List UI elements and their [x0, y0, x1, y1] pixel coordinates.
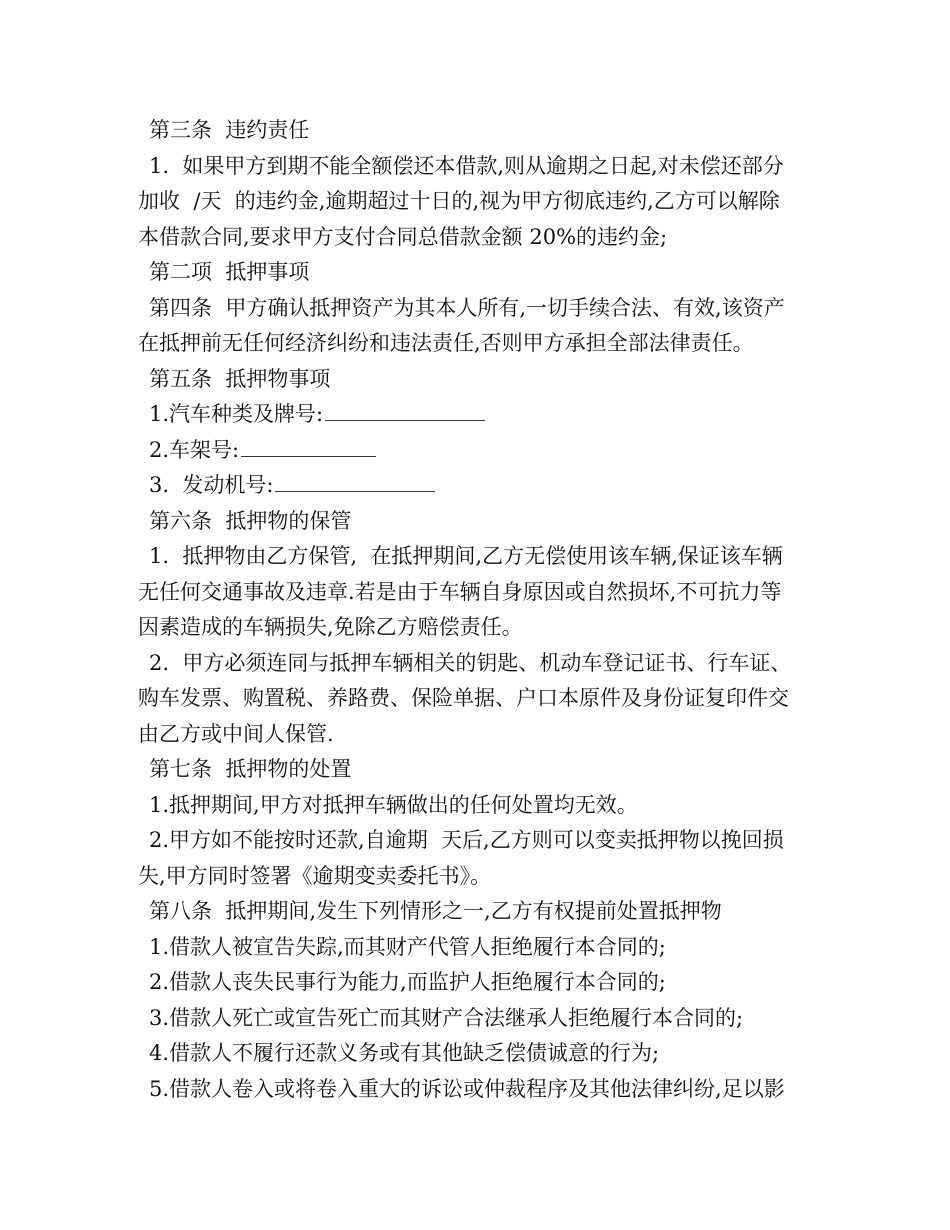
paragraph-line: 加收 /天 的违约金,逾期超过十日的,视为甲方彻底违约,乙方可以解除 [138, 189, 780, 213]
paragraph-line: 在抵押前无任何经济纠纷和违法责任,否则甲方承担全部法律责任。 [138, 331, 754, 355]
section-heading-item-2: 第二项 抵押事项 [149, 260, 310, 284]
paragraph-line: 购车发票、购置税、养路费、保险单据、户口本原件及身份证复印件交 [138, 686, 789, 710]
list-item: 3.借款人死亡或宣告死亡而其财产合法继承人拒绝履行本合同的; [149, 1005, 744, 1030]
fill-in-blank-line [241, 440, 376, 457]
section-heading-article-7: 第七条 抵押物的处置 [149, 757, 352, 781]
paragraph-line: 由乙方或中间人保管. [138, 721, 334, 746]
paragraph-line: 2.甲方如不能按时还款,自逾期 天后,乙方则可以变卖抵押物以挽回损 [149, 828, 784, 852]
field-frame-number [138, 433, 818, 469]
list-item: 4.借款人不履行还款义务或有其他缺乏偿债诚意的行为; [149, 1041, 660, 1065]
paragraph-line: 第四条 甲方确认抵押资产为其本人所有,一切手续合法、有效,该资产 [149, 295, 785, 320]
contract-page [138, 113, 818, 1107]
paragraph-line: 无任何交通事故及违章.若是由于车辆自身原因或自然损坏,不可抗力等 [138, 579, 782, 604]
paragraph-line: 1. 抵押物由乙方保管, 在抵押期间,乙方无偿使用该车辆,保证该车辆 [149, 544, 783, 568]
list-item: 1.借款人被宣告失踪,而其财产代管人拒绝履行本合同的; [149, 934, 666, 959]
field-engine-number [138, 468, 818, 504]
fill-in-blank-line [275, 475, 435, 492]
list-item: 2.借款人丧失民事行为能力,而监护人拒绝履行本合同的; [149, 970, 666, 994]
paragraph-line: 本借款合同,要求甲方支付合同总借款金额 20%的违约金; [138, 224, 668, 249]
field-label: 3. 发动机号: [149, 473, 274, 497]
paragraph-line: 因素造成的车辆损失,免除乙方赔偿责任。 [138, 615, 523, 639]
paragraph-line: 1. 如果甲方到期不能全额偿还本借款,则从逾期之日起,对未偿还部分 [149, 153, 784, 178]
section-heading-article-6: 第六条 抵押物的保管 [149, 508, 352, 533]
list-item: 5.借款人卷入或将卷入重大的诉讼或仲裁程序及其他法律纠纷,足以影 [149, 1076, 785, 1101]
paragraph-line: 失,甲方同时签署《逾期变卖委托书》。 [138, 863, 492, 888]
section-heading-article-3: 第三条 违约责任 [149, 118, 310, 142]
paragraph-line: 2. 甲方必须连同与抵押车辆相关的钥匙、机动车登记证书、行车证、 [149, 650, 792, 675]
field-vehicle-type-plate [138, 397, 818, 433]
field-label: 2.车架号: [149, 437, 240, 462]
paragraph-line: 1.抵押期间,甲方对抵押车辆做出的任何处置均无效。 [149, 792, 638, 817]
section-heading-article-8: 第八条 抵押期间,发生下列情形之一,乙方有权提前处置抵押物 [149, 899, 722, 923]
field-label: 1.汽车种类及牌号: [149, 402, 324, 426]
section-heading-article-5: 第五条 抵押物事项 [149, 366, 331, 391]
fill-in-blank-line [325, 404, 485, 421]
